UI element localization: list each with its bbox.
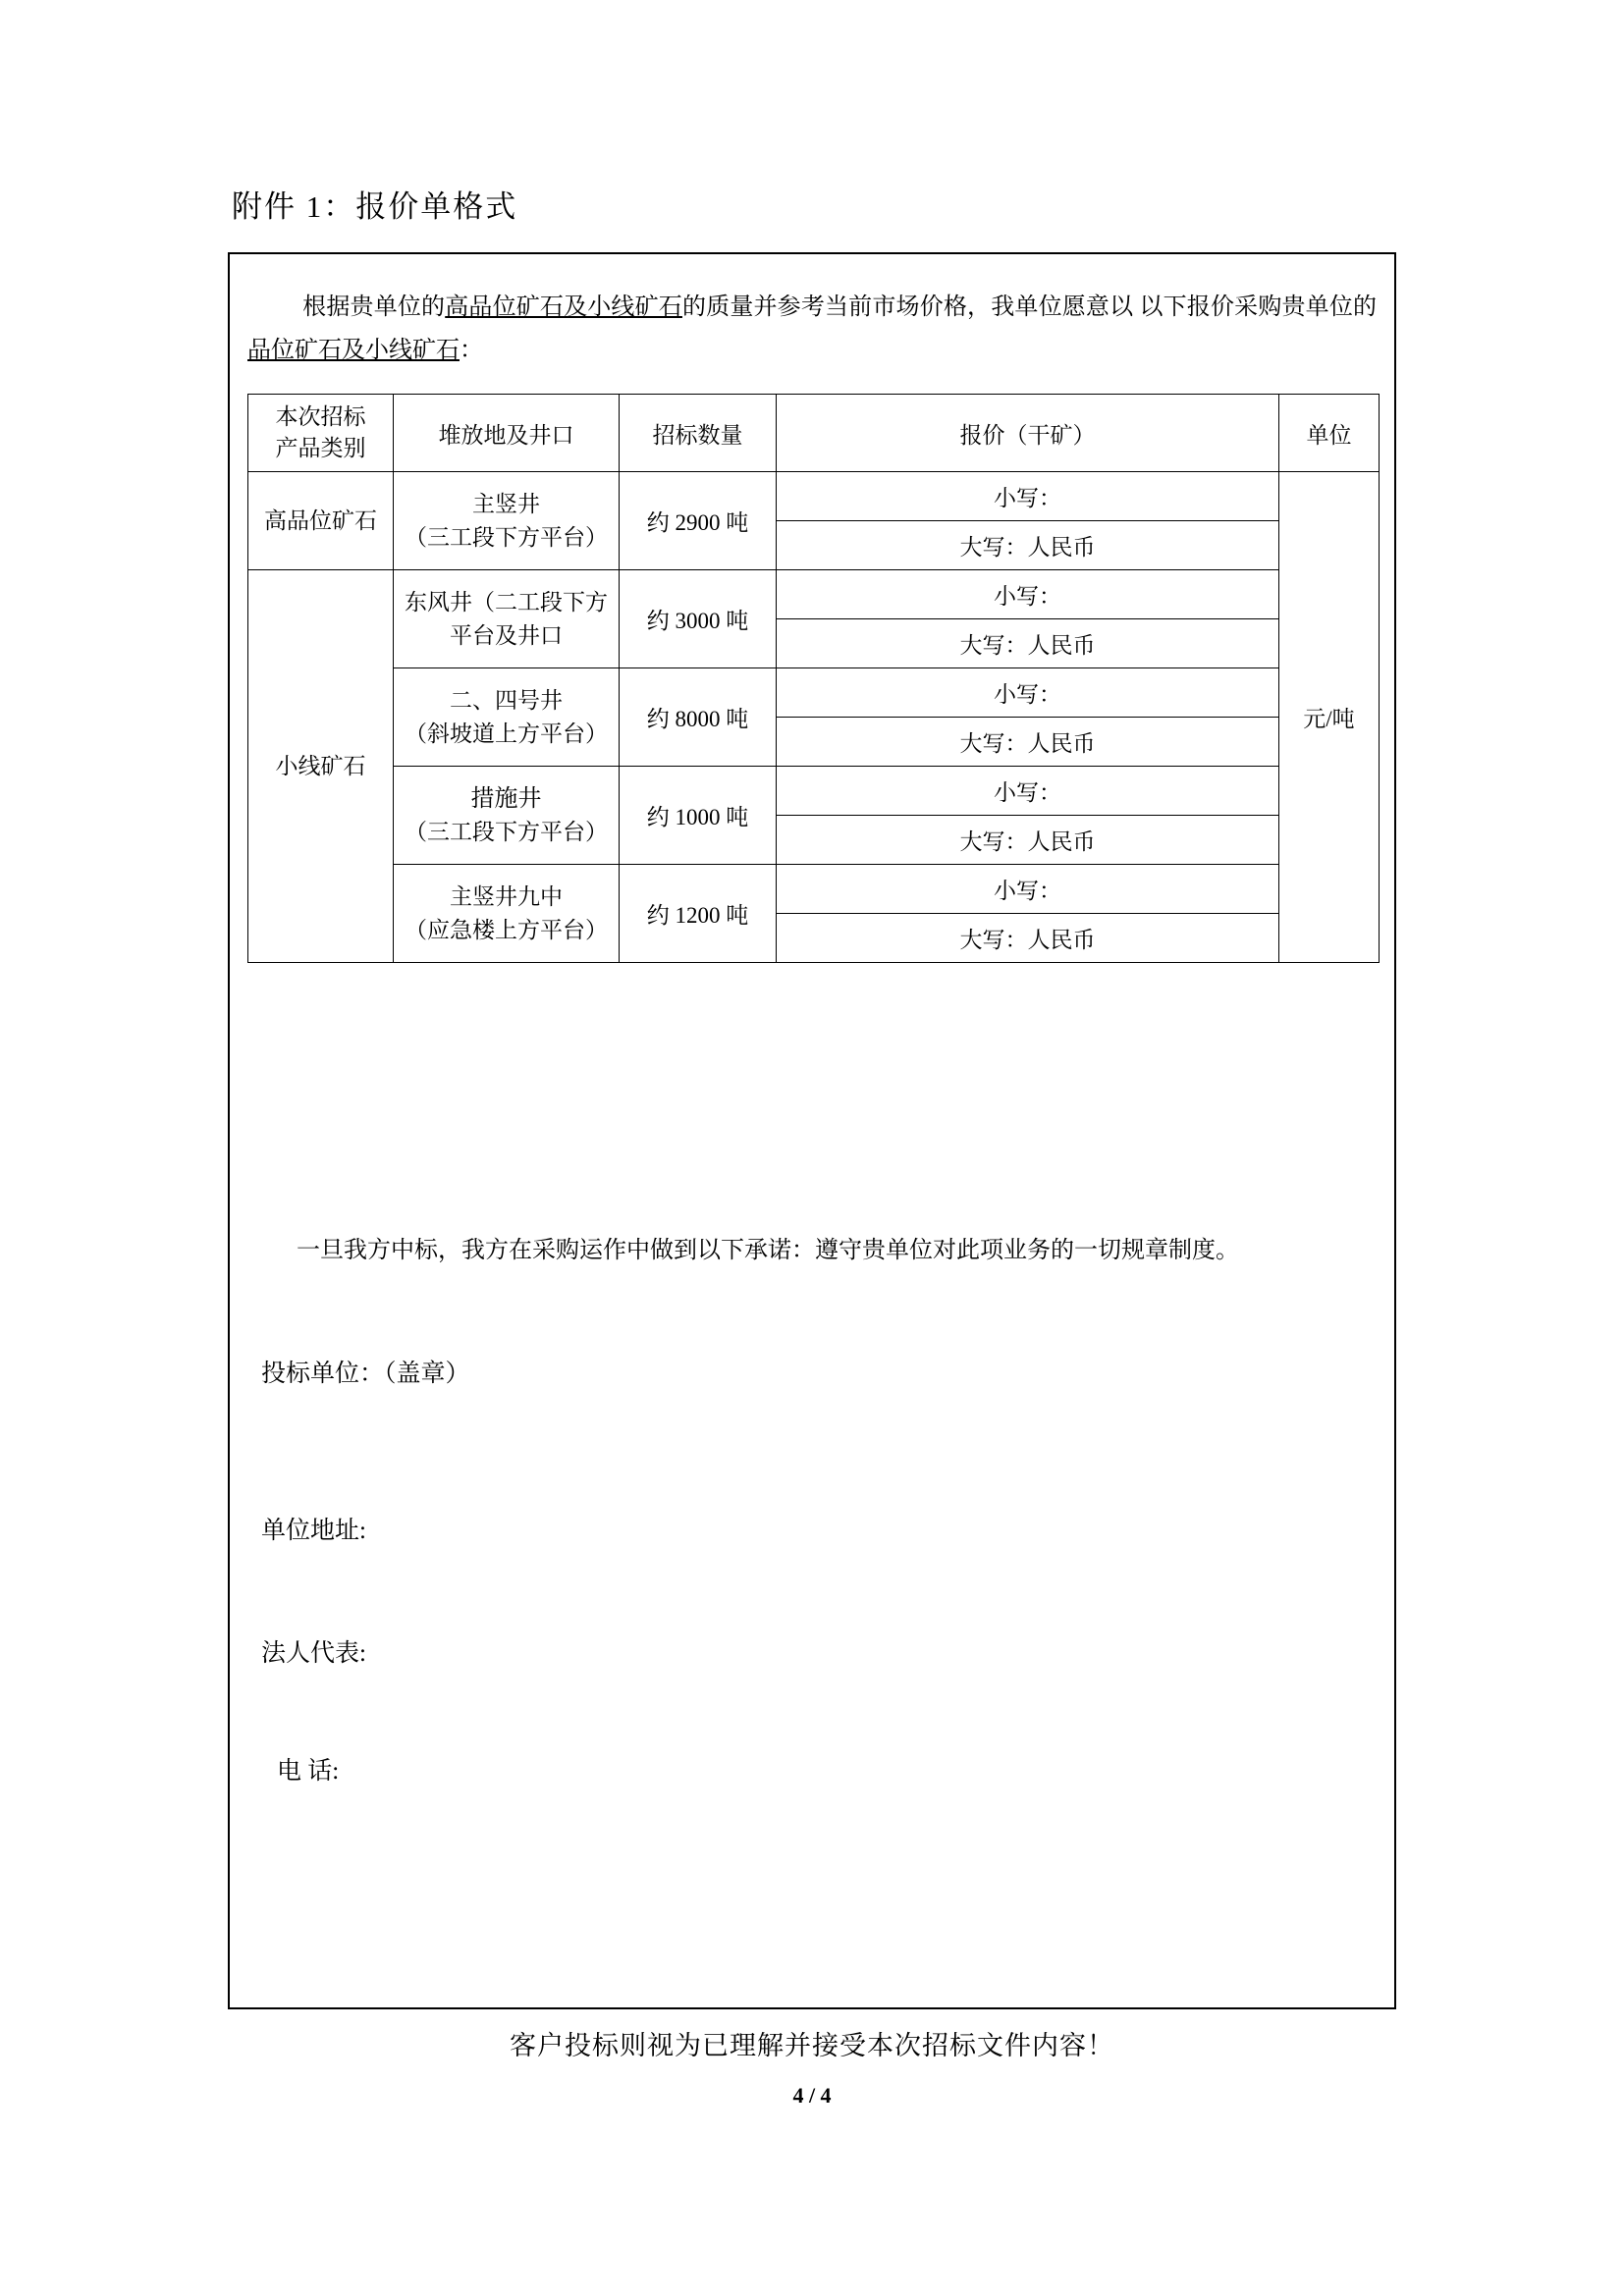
quote-form-box	[228, 252, 1396, 2009]
cell-price-lower-2[interactable]: 小写：	[777, 570, 1279, 619]
site-5-line2: （应急楼上方平台）	[405, 917, 608, 942]
cell-price-upper-5[interactable]: 大写：人民币	[777, 914, 1279, 963]
promise-text: 一旦我方中标，我方在采购运作中做到以下承诺：遵守贵单位对此项业务的一切规章制度。	[297, 1238, 1239, 1263]
site-3-line1: 二、四号井	[450, 687, 563, 713]
cell-quantity-3: 约 8000 吨	[620, 668, 777, 767]
cell-price-upper-4[interactable]: 大写：人民币	[777, 816, 1279, 865]
intro-part2: 的质量并参考当前市场价格，我单位愿意以 以下报价采购贵单位的	[681, 294, 1378, 320]
site-2-line1: 东风井（二工段下方	[405, 589, 608, 614]
promise-paragraph	[247, 1231, 1377, 1270]
cell-site-3	[394, 668, 620, 767]
header-price: 报价（干矿）	[777, 395, 1279, 472]
page-title: 附件 1：报价单格式	[232, 189, 518, 224]
cell-category-high-grade: 高品位矿石	[248, 472, 394, 570]
header-category-line2: 产品类别	[275, 436, 366, 460]
cell-unit: 元/吨	[1279, 472, 1380, 963]
table-row	[248, 865, 1380, 914]
cell-category-small-line: 小线矿石	[248, 570, 394, 963]
site-1-line1: 主竖井	[472, 491, 540, 516]
header-site: 堆放地及井口	[394, 395, 620, 472]
cell-price-upper-2[interactable]: 大写：人民币	[777, 619, 1279, 668]
cell-price-lower-5[interactable]: 小写：	[777, 865, 1279, 914]
header-unit: 单位	[1279, 395, 1380, 472]
cell-quantity-4: 约 1000 吨	[620, 767, 777, 865]
phone-field[interactable]: 电 话:	[277, 1758, 340, 1785]
cell-site-4	[394, 767, 620, 865]
quote-table	[247, 394, 1380, 963]
table-row	[248, 668, 1380, 718]
legal-representative-field[interactable]: 法人代表:	[261, 1640, 366, 1667]
table-row	[248, 472, 1380, 521]
cell-quantity-1: 约 2900 吨	[620, 472, 777, 570]
cell-price-upper-1[interactable]: 大写：人民币	[777, 521, 1279, 570]
cell-price-lower-3[interactable]: 小写：	[777, 668, 1279, 718]
intro-part1: 根据贵单位的	[302, 294, 446, 320]
bidder-field[interactable]: 投标单位：（盖章）	[261, 1361, 470, 1387]
intro-underline2: 品位矿石及小线矿石	[247, 338, 460, 363]
cell-quantity-5: 约 1200 吨	[620, 865, 777, 963]
cell-quantity-2: 约 3000 吨	[620, 570, 777, 668]
page-number: 4 / 4	[792, 2083, 832, 2108]
header-quantity: 招标数量	[620, 395, 777, 472]
cell-site-5	[394, 865, 620, 963]
site-1-line2: （三工段下方平台）	[405, 524, 608, 550]
site-2-line2: 平台及井口	[450, 622, 563, 648]
table-row	[248, 570, 1380, 619]
intro-underline1: 高品位矿石及小线矿石	[445, 294, 682, 320]
table-row	[248, 767, 1380, 816]
intro-paragraph	[247, 286, 1377, 372]
cell-site-2	[394, 570, 620, 668]
footer-note: 客户投标则视为已理解并接受本次招标文件内容！	[510, 2031, 1114, 2060]
cell-price-lower-1[interactable]: 小写：	[777, 472, 1279, 521]
intro-part3: ：	[460, 338, 483, 363]
address-field[interactable]: 单位地址:	[261, 1518, 366, 1544]
cell-price-lower-4[interactable]: 小写：	[777, 767, 1279, 816]
site-4-line1: 措施井	[470, 785, 542, 812]
header-category	[248, 395, 394, 472]
header-category-line1: 本次招标	[275, 404, 366, 429]
site-3-line2: （斜坡道上方平台）	[405, 721, 608, 746]
site-4-line2: （三工段下方平台）	[405, 819, 608, 844]
cell-price-upper-3[interactable]: 大写：人民币	[777, 718, 1279, 767]
table-header-row	[248, 395, 1380, 472]
cell-site-1	[394, 472, 620, 570]
site-5-line1: 主竖井九中	[450, 883, 563, 909]
